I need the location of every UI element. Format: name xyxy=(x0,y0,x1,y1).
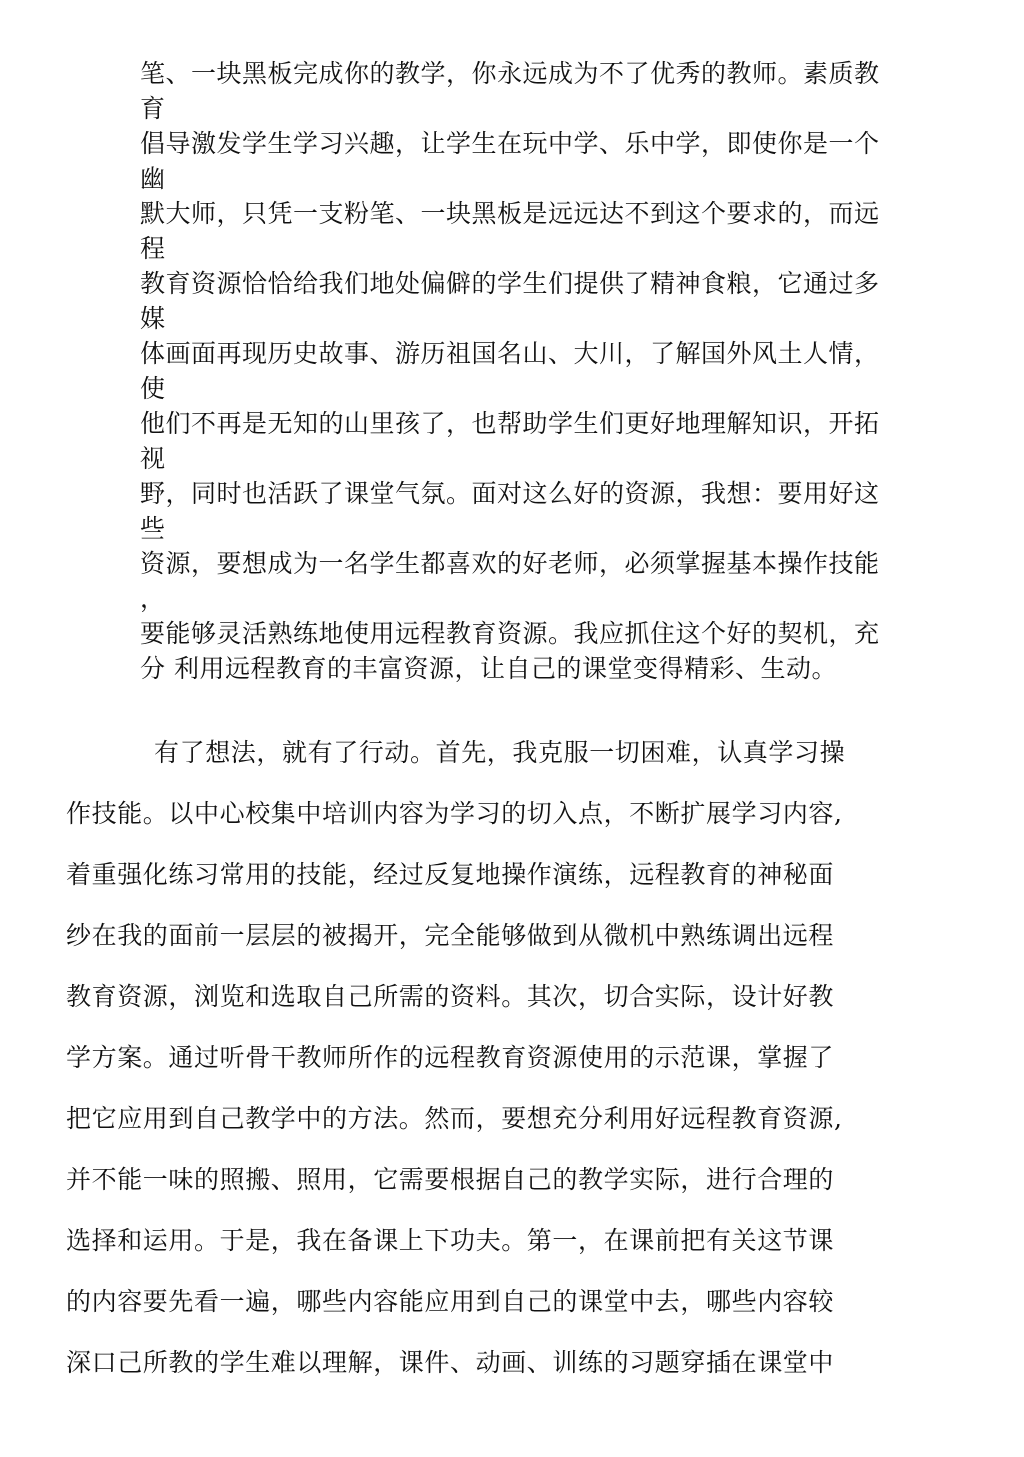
text-line: 纱在我的面前一层层的被揭开，完全能够做到从微机中熟练调出远程 xyxy=(66,921,835,950)
text-line: 深口己所教的学生难以理解，课件、动画、训练的习题穿插在课堂中 xyxy=(66,1348,835,1377)
text-line: 把它应用到自己教学中的方法。然而，要想充分利用好远程教育资源, xyxy=(66,1104,843,1133)
text-line: 他们不再是无知的山里孩了，也帮助学生们更好地理解知识，开拓 xyxy=(140,409,880,438)
text-line: 野，同时也活跃了课堂气氛。面对这么好的资源，我想：要用好这 xyxy=(140,479,880,508)
text-line: 体画面再现历史故事、游历祖国名山、大川，了解国外风土人情， xyxy=(140,339,880,368)
text-line: 视 xyxy=(140,444,166,473)
text-line: 程 xyxy=(140,234,166,263)
text-line: 媒 xyxy=(140,304,166,333)
paragraph-block-2 xyxy=(66,722,966,1393)
text-line: 倡导激发学生学习兴趣，让学生在玩中学、乐中学，即使你是一个 xyxy=(140,129,880,158)
text-line: 教育资源，浏览和选取自己所需的资料。其次，切合实际，设计好教 xyxy=(66,982,835,1011)
text-line: ， xyxy=(140,584,166,613)
text-line: 使 xyxy=(140,374,166,403)
text-line: 教育资源恰恰给我们地处偏僻的学生们提供了精神食粮，它通过多 xyxy=(140,269,880,298)
text-line: 并不能一味的照搬、照用，它需要根据自己的教学实际，进行合理的 xyxy=(66,1165,835,1194)
text-line: 要能够灵活熟练地使用远程教育资源。我应抓住这个好的契机，充 xyxy=(140,619,880,648)
text-line: 幽 xyxy=(140,164,166,193)
text-line: 的内容要先看一遍，哪些内容能应用到自己的课堂中去，哪些内容较 xyxy=(66,1287,835,1316)
text-line: 默大师，只凭一支粉笔、一块黑板是远远达不到这个要求的，而远 xyxy=(140,199,880,228)
text-line: 着重强化练习常用的技能，经过反复地操作演练，远程教育的神秘面 xyxy=(66,860,835,889)
text-line: 笔、一块黑板完成你的教学，你永远成为不了优秀的教师。素质教 xyxy=(140,59,880,88)
text-line: 分 利用远程教育的丰富资源，让自己的课堂变得精彩、生动。 xyxy=(140,654,837,683)
text-line: 作技能。以中心校集中培训内容为学习的切入点，不断扩展学习内容, xyxy=(66,799,843,828)
text-line: 些 xyxy=(140,514,166,543)
paragraph-block-1 xyxy=(140,56,960,686)
text-line: 育 xyxy=(140,94,166,123)
text-line: 有了想法，就有了行动。首先，我克服一切困难，认真学习操 xyxy=(154,738,846,767)
text-line: 选择和运用。于是，我在备课上下功夫。第一，在课前把有关这节课 xyxy=(66,1226,835,1255)
text-line: 资源，要想成为一名学生都喜欢的好老师，必须掌握基本操作技能 xyxy=(140,549,880,578)
text-line: 学方案。通过听骨干教师所作的远程教育资源使用的示范课，掌握了 xyxy=(66,1043,835,1072)
